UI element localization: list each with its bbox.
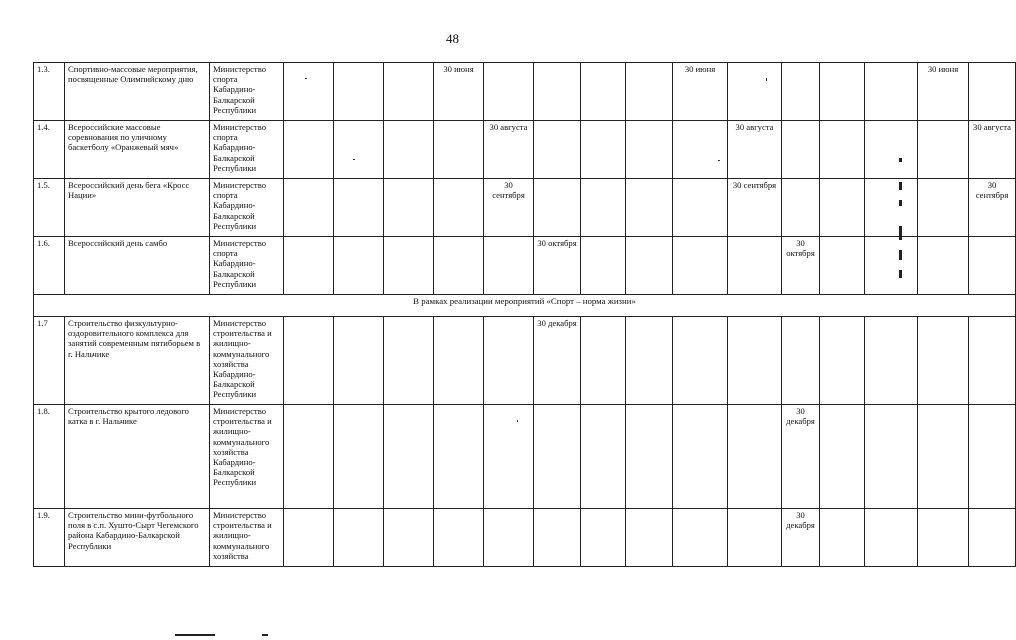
date-cell <box>334 317 384 405</box>
date-cell <box>918 317 969 405</box>
responsible-org: Министерство спорта Кабардино-Балкарской Республики <box>210 179 284 237</box>
date-cell <box>581 179 626 237</box>
date-cell <box>284 121 334 179</box>
date-cell: 30 июня <box>434 63 484 121</box>
date-cell <box>484 237 534 295</box>
date-cell <box>334 509 384 567</box>
row-number: 1.9. <box>34 509 65 567</box>
date-cell <box>782 179 820 237</box>
date-cell <box>626 121 673 179</box>
date-cell <box>626 405 673 509</box>
scan-mark-bottom <box>262 634 268 636</box>
scan-edge-mark <box>899 270 902 278</box>
date-cell <box>865 237 918 295</box>
section-title: В рамках реализации мероприятий «Спорт – норма жизни» <box>34 295 1016 317</box>
page-number: 48 <box>446 31 459 46</box>
date-cell <box>534 63 581 121</box>
date-cell <box>865 121 918 179</box>
responsible-org: Министерство спорта Кабардино-Балкарской Республики <box>210 121 284 179</box>
date-cell <box>865 179 918 237</box>
date-cell <box>969 317 1016 405</box>
date-cell <box>918 121 969 179</box>
date-cell <box>434 237 484 295</box>
row-number: 1.5. <box>34 179 65 237</box>
date-cell <box>728 405 782 509</box>
date-cell <box>534 405 581 509</box>
date-cell <box>918 179 969 237</box>
table-row <box>34 179 1016 237</box>
date-cell <box>384 317 434 405</box>
date-cell <box>534 509 581 567</box>
date-cell <box>673 179 728 237</box>
date-cell <box>820 179 865 237</box>
date-cell <box>434 317 484 405</box>
date-cell <box>434 405 484 509</box>
row-number: 1.4. <box>34 121 65 179</box>
date-cell <box>918 237 969 295</box>
date-cell <box>782 317 820 405</box>
date-cell <box>626 317 673 405</box>
date-cell <box>969 63 1016 121</box>
date-cell <box>626 179 673 237</box>
table-row <box>34 317 1016 405</box>
date-cell <box>673 237 728 295</box>
date-cell <box>334 63 384 121</box>
date-cell <box>969 237 1016 295</box>
date-cell <box>581 63 626 121</box>
date-cell <box>434 509 484 567</box>
scan-speck <box>517 420 518 422</box>
date-cell: 30 июня <box>673 63 728 121</box>
event-title: Всероссийский день самбо <box>65 237 210 295</box>
date-cell <box>673 317 728 405</box>
table-row <box>34 121 1016 179</box>
date-cell <box>384 179 434 237</box>
date-cell <box>820 317 865 405</box>
date-cell <box>782 63 820 121</box>
section-row <box>34 295 1016 317</box>
date-cell <box>918 405 969 509</box>
date-cell <box>581 317 626 405</box>
date-cell <box>384 405 434 509</box>
event-title: Спортивно-массовые мероприятия, посвященные Олимпийскому дню <box>65 63 210 121</box>
event-title: Строительство физкультурно-оздоровительного комплекса для занятий современным пятиборьем в г. Нальчике <box>65 317 210 405</box>
date-cell <box>334 179 384 237</box>
date-cell <box>581 405 626 509</box>
date-cell <box>581 121 626 179</box>
date-cell <box>673 121 728 179</box>
date-cell <box>581 237 626 295</box>
date-cell <box>969 509 1016 567</box>
date-cell <box>284 509 334 567</box>
date-cell: 30 октября <box>782 237 820 295</box>
date-cell <box>284 317 334 405</box>
scan-speck <box>353 159 355 160</box>
date-cell: 30 августа <box>969 121 1016 179</box>
responsible-org: Министерство спорта Кабардино-Балкарской Республики <box>210 63 284 121</box>
date-cell <box>534 179 581 237</box>
scan-edge-mark <box>899 250 902 260</box>
date-cell <box>820 63 865 121</box>
scan-speck <box>305 78 307 79</box>
table-row <box>34 405 1016 509</box>
date-cell <box>820 509 865 567</box>
date-cell: 30 декабря <box>534 317 581 405</box>
date-cell <box>728 509 782 567</box>
date-cell <box>384 63 434 121</box>
date-cell: 30 декабря <box>782 405 820 509</box>
row-number: 1.7 <box>34 317 65 405</box>
date-cell <box>782 121 820 179</box>
date-cell <box>865 509 918 567</box>
date-cell <box>484 317 534 405</box>
date-cell <box>534 121 581 179</box>
date-cell <box>384 121 434 179</box>
table-row <box>34 63 1016 121</box>
date-cell <box>434 121 484 179</box>
scan-edge-mark <box>899 158 902 162</box>
date-cell <box>384 237 434 295</box>
scan-edge-mark <box>899 182 902 190</box>
date-cell <box>484 509 534 567</box>
date-cell: 30 октября <box>534 237 581 295</box>
date-cell <box>284 63 334 121</box>
date-cell: 30 декабря <box>782 509 820 567</box>
events-table <box>33 62 1016 567</box>
event-title: Всероссийский день бега «Кросс Нации» <box>65 179 210 237</box>
responsible-org: Министерство строительства и жилищно-коммунального хозяйства <box>210 509 284 567</box>
date-cell <box>728 63 782 121</box>
scan-speck <box>766 78 767 81</box>
responsible-org: Министерство спорта Кабардино-Балкарской Республики <box>210 237 284 295</box>
date-cell <box>581 509 626 567</box>
date-cell <box>626 509 673 567</box>
date-cell <box>384 509 434 567</box>
date-cell <box>673 509 728 567</box>
date-cell: 30 сентября <box>728 179 782 237</box>
date-cell <box>865 405 918 509</box>
date-cell <box>284 405 334 509</box>
date-cell <box>820 405 865 509</box>
date-cell <box>626 63 673 121</box>
date-cell <box>626 237 673 295</box>
date-cell <box>334 237 384 295</box>
date-cell <box>728 317 782 405</box>
event-title: Всероссийские массовые соревнования по уличному баскетболу «Оранжевый мяч» <box>65 121 210 179</box>
date-cell <box>969 405 1016 509</box>
date-cell <box>820 237 865 295</box>
date-cell: 30 сентября <box>969 179 1016 237</box>
row-number: 1.3. <box>34 63 65 121</box>
date-cell: 30 сентября <box>484 179 534 237</box>
date-cell <box>673 405 728 509</box>
event-title: Строительство мини-футбольного поля в с.п. Хушто-Сырт Чегемского района Кабардино-Балкарской Республики <box>65 509 210 567</box>
date-cell <box>334 405 384 509</box>
date-cell <box>434 179 484 237</box>
table-row <box>34 237 1016 295</box>
date-cell: 30 августа <box>728 121 782 179</box>
row-number: 1.6. <box>34 237 65 295</box>
date-cell <box>284 237 334 295</box>
row-number: 1.8. <box>34 405 65 509</box>
date-cell <box>484 405 534 509</box>
date-cell <box>484 63 534 121</box>
responsible-org: Министерство строительства и жилищно-коммунального хозяйства Кабардино-Балкарской Республики <box>210 405 284 509</box>
date-cell <box>865 317 918 405</box>
date-cell <box>334 121 384 179</box>
date-cell <box>820 121 865 179</box>
responsible-org: Министерство строительства и жилищно-коммунального хозяйства Кабардино-Балкарской Республики <box>210 317 284 405</box>
event-title: Строительство крытого ледового катка в г. Нальчике <box>65 405 210 509</box>
date-cell: 30 июня <box>918 63 969 121</box>
table-row <box>34 509 1016 567</box>
date-cell <box>728 237 782 295</box>
scan-speck <box>718 160 720 161</box>
date-cell <box>284 179 334 237</box>
scan-edge-mark <box>899 200 902 206</box>
date-cell: 30 августа <box>484 121 534 179</box>
date-cell <box>918 509 969 567</box>
date-cell <box>865 63 918 121</box>
scan-edge-mark <box>899 226 902 240</box>
scan-mark-bottom <box>175 634 215 636</box>
